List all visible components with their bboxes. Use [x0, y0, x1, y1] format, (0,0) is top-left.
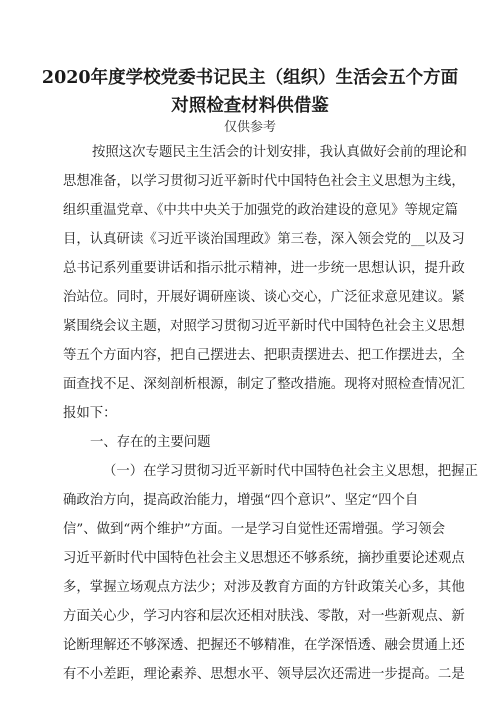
body-line-7: 紧围绕会议主题，对照学习贯彻习近平新时代中国特色社会主义思想	[63, 319, 465, 334]
body-line-5: 总书记系列重要讲话和指示批示精神，进一步统一思想认识，提升政	[63, 261, 465, 276]
body-line-18: 有不小差距，理论素养、思想水平、领导层次还需进一步提高。二是	[63, 667, 465, 682]
body-line-4: 目，认真研读《习近平谈治国理政》第三卷，深入领会党的__以及习	[63, 232, 465, 247]
body-line-15: 多，掌握立场观点方法少；对涉及教育方面的方针政策关心多，其他	[63, 580, 465, 595]
document-title-line-2: 对照检查材料供借鉴	[171, 96, 329, 116]
body-line-8: 等五个方面内容，把自己摆进去、把职责摆进去、把工作摆进去，全	[63, 348, 465, 363]
body-line-12: 确政治方向，提高政治能力，增强“四个意识”、坚定“四个自	[63, 493, 419, 508]
body-line-13: 信”、做到“两个维护”方面。一是学习自觉性还需增强。学习领会	[63, 522, 446, 537]
body-line-14: 习近平新时代中国特色社会主义思想还不够系统，摘抄重要论述观点	[63, 551, 465, 566]
document-title-line-1: 2020年度学校党委书记民主（组织）生活会五个方面	[41, 68, 459, 88]
body-line-16: 方面关心少，学习内容和层次还相对肤浅、零散，对一些新观点、新	[63, 609, 465, 624]
body-line-1: 按照这次专题民主生活会的计划安排，我认真做好会前的理论和	[92, 145, 467, 160]
section-heading-problems: 一、存在的主要问题	[90, 435, 211, 450]
body-line-2: 思想准备，以学习贯彻习近平新时代中国特色社会主义思想为主线，	[63, 174, 465, 189]
body-line-9: 面查找不足、深刻剖析根源，制定了整改措施。现将对照检查情况汇	[63, 377, 465, 392]
body-line-11: （一）在学习贯彻习近平新时代中国特色社会主义思想，把握正	[103, 464, 478, 479]
body-line-6: 治站位。同时，开展好调研座谈、谈心交心，广泛征求意见建议。紧	[63, 290, 465, 305]
body-line-10: 报如下：	[63, 406, 117, 421]
document-subtitle: 仅供参考	[223, 120, 276, 135]
body-line-3: 组织重温党章、《中共中央关于加强党的政治建设的意见》等规定篇	[63, 203, 459, 218]
body-line-17: 论断理解还不够深透、把握还不够精准，在学深悟透、融会贯通上还	[63, 638, 465, 653]
